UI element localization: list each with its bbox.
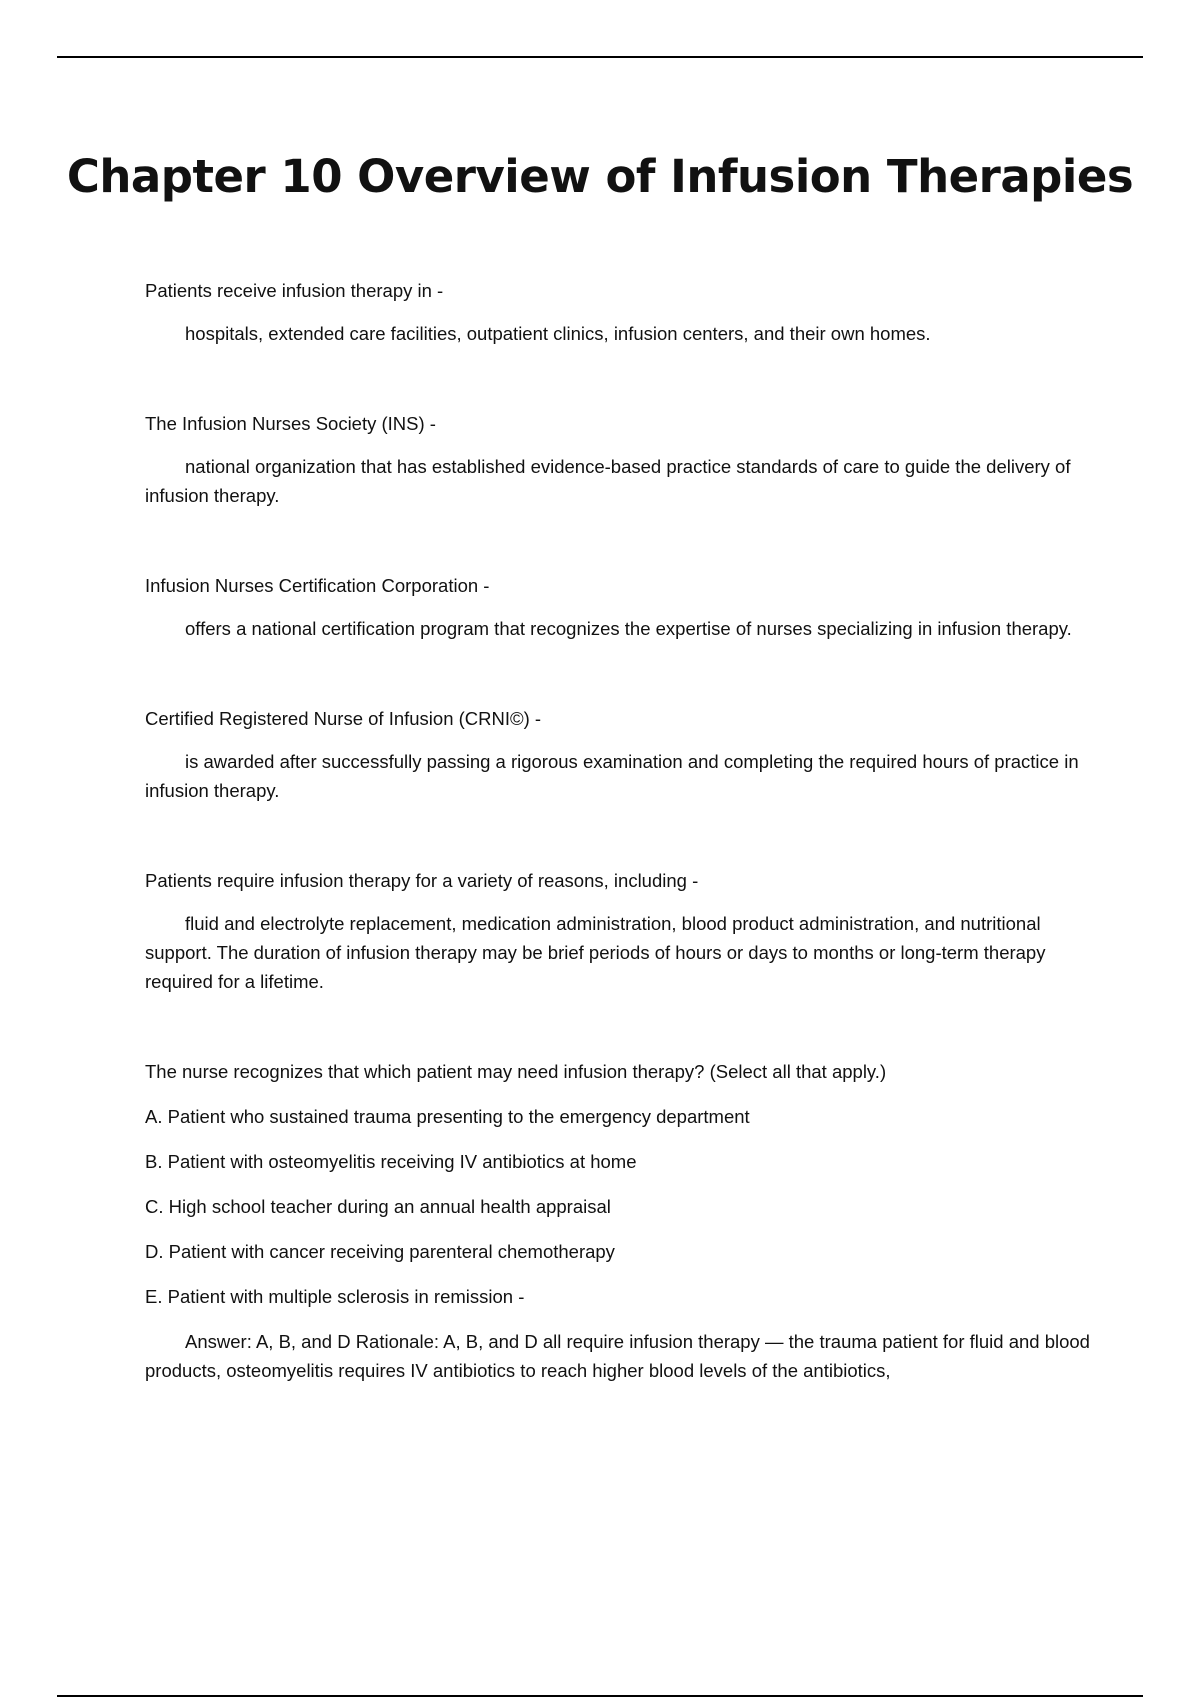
answer-rationale: Answer: A, B, and D Rationale: A, B, and D all require infusion therapy — the trauma patient for fluid and blood products, osteomyelitis requires IV antibiotics to reach higher blood levels of the antibiotics, — [145, 1331, 1090, 1381]
card-definition: hospitals, extended care facilities, outpatient clinics, infusion centers, and their own homes. — [185, 323, 931, 344]
question-block — [145, 1057, 1090, 1385]
card-definition: offers a national certification program that recognizes the expertise of nurses specializing in infusion therapy. — [185, 618, 1072, 639]
page-title: Chapter 10 Overview of Infusion Therapies — [66, 150, 1134, 203]
document-body — [145, 276, 1090, 1385]
flashcard-5 — [145, 866, 1090, 996]
flashcard-1 — [145, 276, 1090, 348]
flashcard-4 — [145, 704, 1090, 805]
answer-option-a: A. Patient who sustained trauma presenting to the emergency department — [145, 1106, 750, 1127]
flashcard-3 — [145, 571, 1090, 643]
answer-option-c: C. High school teacher during an annual health appraisal — [145, 1196, 611, 1217]
bottom-rule — [57, 1695, 1143, 1697]
answer-option-e: E. Patient with multiple sclerosis in remission - — [145, 1286, 525, 1307]
answer-option-b: B. Patient with osteomyelitis receiving IV antibiotics at home — [145, 1151, 637, 1172]
question-stem: The nurse recognizes that which patient may need infusion therapy? (Select all that apply.) — [145, 1061, 887, 1082]
top-rule — [57, 56, 1143, 58]
card-definition: fluid and electrolyte replacement, medication administration, blood product administration, and nutritional support. The duration of infusion therapy may be brief periods of hours or days to months or long-term therapy required for a lifetime. — [145, 913, 1046, 992]
flashcard-2 — [145, 409, 1090, 510]
card-term: Certified Registered Nurse of Infusion (CRNI©) - — [145, 708, 542, 729]
card-term: Infusion Nurses Certification Corporation - — [145, 575, 490, 596]
card-term: The Infusion Nurses Society (INS) - — [145, 413, 436, 434]
answer-option-d: D. Patient with cancer receiving parenteral chemotherapy — [145, 1241, 615, 1262]
card-term: Patients receive infusion therapy in - — [145, 280, 444, 301]
card-term: Patients require infusion therapy for a variety of reasons, including - — [145, 870, 699, 891]
card-definition: national organization that has established evidence-based practice standards of care to guide the delivery of infusion therapy. — [145, 456, 1071, 506]
card-definition: is awarded after successfully passing a rigorous examination and completing the required hours of practice in infusion therapy. — [145, 751, 1079, 801]
